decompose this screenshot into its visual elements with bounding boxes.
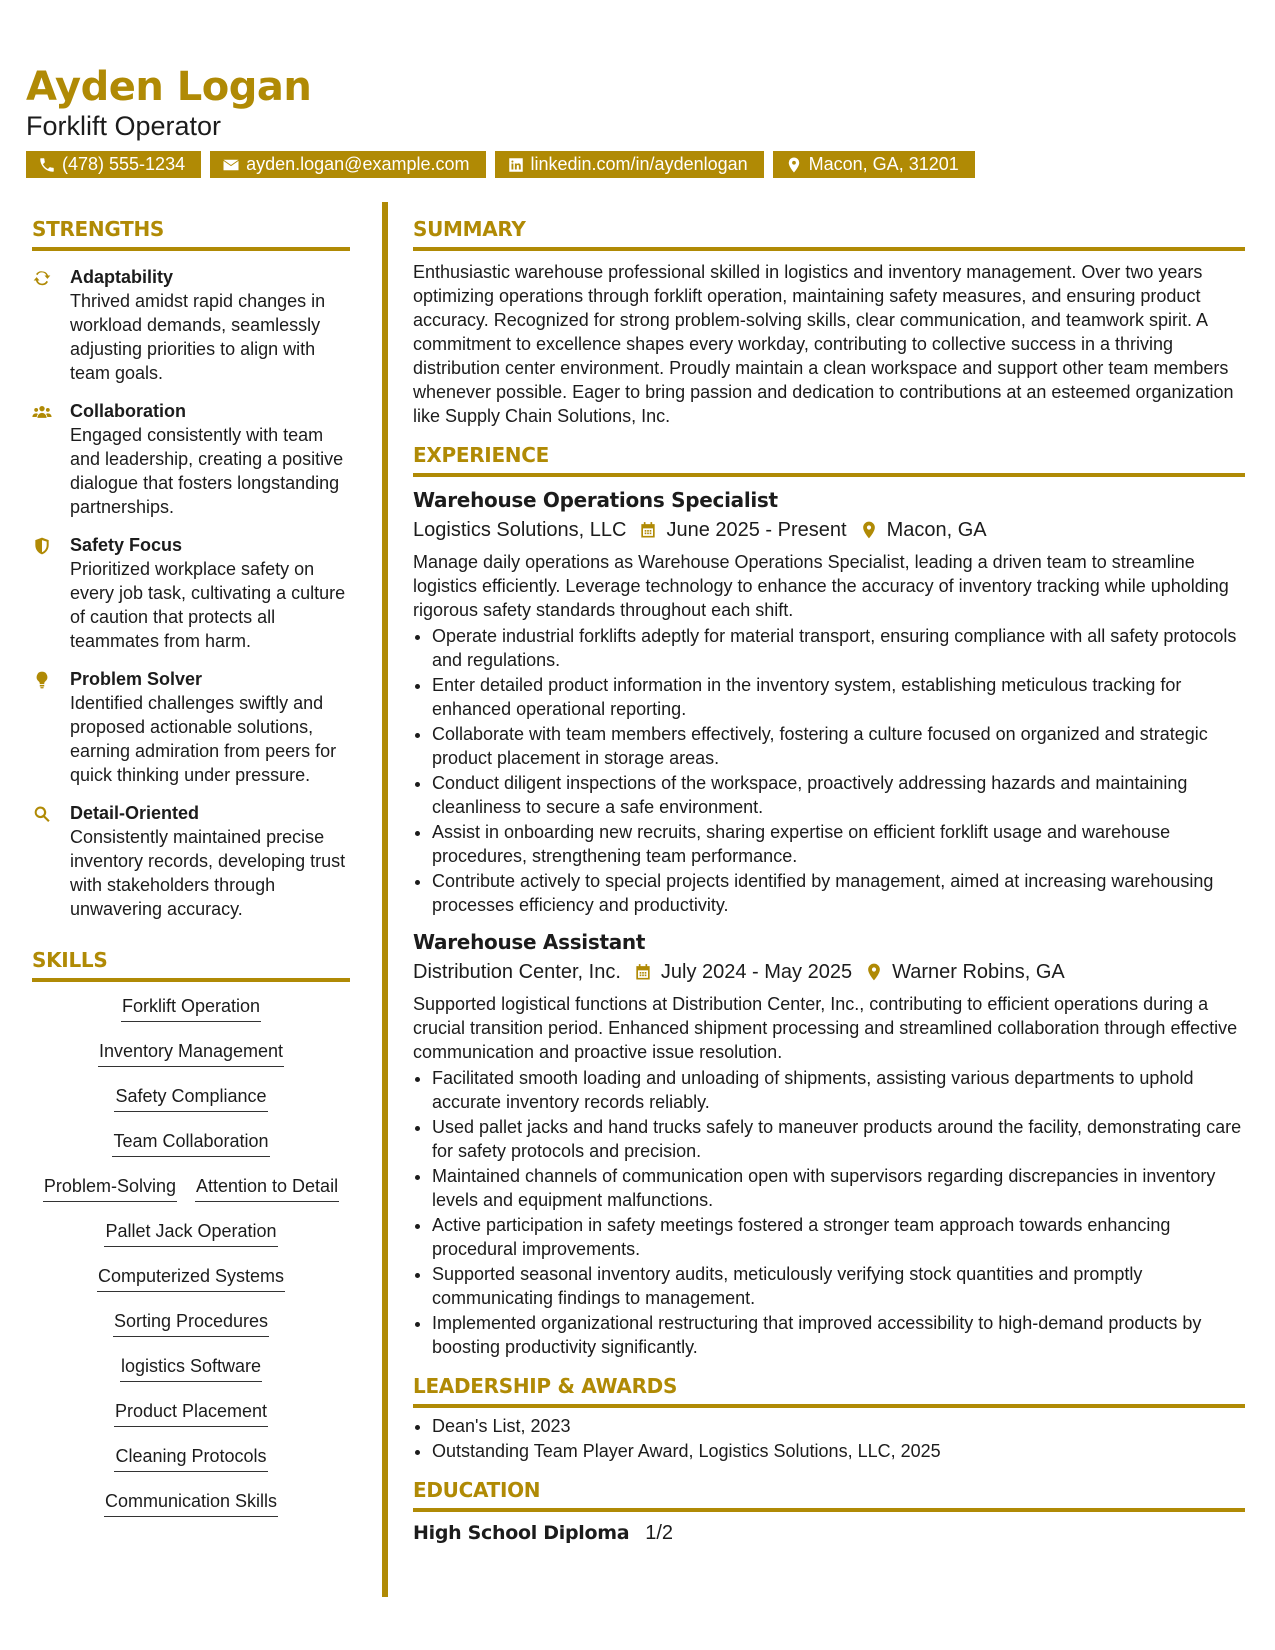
job-company: Distribution Center, Inc.: [413, 961, 621, 983]
summary-text: Enthusiastic warehouse professional skilled in logistics and inventory management. Over two years optimizing operations through forklift operation, maintaining safety measures, and ensuring product accuracy. Recognized for strong problem-solving skills, clear communication, and teamwork spirit. A commitment to excellence shapes every workday, contributing to collective success in a thriving distribution center environment. Proudly maintain a clean workspace and support other team members whenever possible. Eager to bring passion and dedication to contributions at an esteemed organization like Supply Chain Solutions, Inc.: [413, 262, 1234, 426]
education-heading: EDUCATION: [413, 1477, 1245, 1512]
resume-header: [26, 64, 1249, 178]
strength-item: [32, 667, 350, 787]
award-item: • Dean's List, 2023: [432, 1414, 1245, 1438]
awards-heading: LEADERSHIP & AWARDS: [413, 1373, 1245, 1408]
job-bullet: • Operate industrial forklifts adeptly for material transport, ensuring compliance with all safety protocols and regulations.: [432, 624, 1245, 672]
skill-tag: Attention to Detail: [195, 1174, 339, 1202]
job-bullet: • Implemented organizational restructuring that improved accessibility to high-demand products by boosting productivity significantly.: [432, 1311, 1245, 1359]
skill-tag: Safety Compliance: [114, 1084, 267, 1112]
education-degree: High School Diploma: [413, 1522, 630, 1544]
skill-tag: Communication Skills: [104, 1489, 278, 1517]
skills-list: [32, 994, 350, 1534]
job-title: Warehouse Operations Specialist: [413, 488, 778, 512]
contact-bar: [26, 151, 1249, 178]
strength-desc: Identified challenges swiftly and proposed actionable solutions, earning admiration from peers for quick thinking under pressure.: [70, 693, 337, 785]
job-bullets: [413, 1066, 1245, 1359]
education-entry: [413, 1520, 1245, 1546]
users-icon: [32, 402, 52, 422]
job-bullet: • Enter detailed product information in the inventory system, establishing meticulous tracking for enhanced operational reporting.: [432, 673, 1245, 721]
location-pin-icon: [785, 156, 803, 174]
skill-tag: Sorting Procedures: [113, 1309, 269, 1337]
award-item: • Outstanding Team Player Award, Logistics Solutions, LLC, 2025: [432, 1439, 1245, 1463]
contact-linkedin-text: linkedin.com/in/aydenlogan: [530, 154, 748, 174]
skills-heading: SKILLS: [32, 947, 350, 982]
contact-location-text: Macon, GA, 31201: [808, 154, 959, 174]
contact-location: [773, 151, 975, 178]
sync-icon: [32, 268, 52, 288]
skill-tag: Forklift Operation: [121, 994, 261, 1022]
job-bullet: • Used pallet jacks and hand trucks safely to maneuver products around the facility, demonstrating care for safety protocols and precision.: [432, 1115, 1245, 1163]
contact-email-text: ayden.logan@example.com: [246, 154, 470, 174]
job-description: Supported logistical functions at Distribution Center, Inc., contributing to efficient operations during a crucial transition period. Enhanced shipment processing and streamlined collaboration through effective communication and proactive issue resolution.: [413, 994, 1238, 1062]
right-column: [413, 216, 1245, 1546]
skill-tag: Inventory Management: [98, 1039, 284, 1067]
job-meta: [413, 516, 1245, 544]
strength-name: Collaboration: [70, 401, 186, 421]
job-bullet: • Active participation in safety meetings fostered a stronger team approach towards enhancing procedural improvements.: [432, 1213, 1245, 1261]
skill-tag: Computerized Systems: [97, 1264, 285, 1292]
job-dates: June 2025 - Present: [666, 519, 847, 541]
strengths-heading: STRENGTHS: [32, 216, 350, 251]
left-column: [32, 216, 350, 1534]
calendar-icon: [638, 520, 658, 540]
job-location: Macon, GA: [886, 519, 987, 541]
phone-icon: [38, 156, 56, 174]
strength-name: Safety Focus: [70, 535, 183, 555]
job-bullets: [413, 624, 1245, 917]
strength-name: Problem Solver: [70, 669, 203, 689]
job-bullet: • Facilitated smooth loading and unloading of shipments, assisting various departments to uphold accurate inventory records reliably.: [432, 1066, 1245, 1114]
job-company: Logistics Solutions, LLC: [413, 519, 627, 541]
experience-heading: EXPERIENCE: [413, 442, 1245, 477]
job-title: Warehouse Assistant: [413, 930, 646, 954]
shield-icon: [32, 536, 52, 556]
lightbulb-icon: [32, 670, 52, 690]
strength-item: [32, 399, 350, 519]
skill-tag: Pallet Jack Operation: [104, 1219, 277, 1247]
awards-list: [413, 1414, 1245, 1463]
strength-name: Adaptability: [70, 267, 174, 287]
strength-desc: Consistently maintained precise inventory records, developing trust with stakeholders through unwavering accuracy.: [70, 827, 346, 919]
linkedin-icon: [507, 156, 525, 174]
strength-desc: Engaged consistently with team and leadership, creating a positive dialogue that fosters longstanding partnerships.: [70, 425, 344, 517]
calendar-icon: [633, 962, 653, 982]
job-bullet: • Conduct diligent inspections of the workspace, proactively addressing hazards and maintaining cleanliness to secure a safe environment.: [432, 771, 1245, 819]
job-bullet: • Maintained channels of communication open with supervisors regarding discrepancies in inventory levels and equipment malfunctions.: [432, 1164, 1245, 1212]
strength-item: [32, 801, 350, 921]
skill-tag: Product Placement: [114, 1399, 268, 1427]
job-location: Warner Robins, GA: [892, 961, 1065, 983]
contact-email[interactable]: [210, 151, 485, 178]
job-bullet: • Supported seasonal inventory audits, meticulously verifying stock quantities and promptly communicating findings to management.: [432, 1262, 1245, 1310]
job-bullet: • Contribute actively to special projects identified by management, aimed at increasing warehousing processes efficiency and productivity.: [432, 869, 1245, 917]
job-dates: July 2024 - May 2025: [660, 961, 853, 983]
candidate-title: Forklift Operator: [26, 111, 222, 141]
skill-tag: Problem-Solving: [43, 1174, 177, 1202]
location-pin-icon: [859, 520, 879, 540]
contact-linkedin[interactable]: [495, 151, 764, 178]
strength-name: Detail-Oriented: [70, 803, 200, 823]
summary-heading: SUMMARY: [413, 216, 1245, 251]
page-number: 1/2: [645, 1522, 674, 1544]
contact-phone-text: (478) 555-1234: [62, 154, 186, 174]
location-pin-icon: [864, 962, 884, 982]
job-entry: [413, 487, 1245, 917]
candidate-name: Ayden Logan: [26, 64, 312, 110]
search-icon: [32, 804, 52, 824]
contact-phone[interactable]: [26, 151, 201, 178]
column-divider: [382, 202, 388, 1597]
job-entry: [413, 929, 1245, 1359]
strength-desc: Prioritized workplace safety on every job task, cultivating a culture of caution that protects all teammates from harm.: [70, 559, 346, 651]
skill-tag: Cleaning Protocols: [114, 1444, 267, 1472]
job-bullet: • Collaborate with team members effectively, fostering a culture focused on organized and strategic product placement in storage areas.: [432, 722, 1245, 770]
strength-item: [32, 265, 350, 385]
job-bullet: • Assist in onboarding new recruits, sharing expertise on efficient forklift usage and warehouse procedures, strengthening team performance.: [432, 820, 1245, 868]
job-description: Manage daily operations as Warehouse Operations Specialist, leading a driven team to streamline logistics efficiently. Leverage technology to enhance the accuracy of inventory tracking while upholding rigorous safety standards throughout each shift.: [413, 552, 1229, 620]
skill-tag: Team Collaboration: [112, 1129, 269, 1157]
strength-item: [32, 533, 350, 653]
envelope-icon: [222, 156, 240, 174]
job-meta: [413, 958, 1245, 986]
strength-desc: Thrived amidst rapid changes in workload demands, seamlessly adjusting priorities to align with team goals.: [70, 291, 326, 383]
skill-tag: logistics Software: [120, 1354, 262, 1382]
